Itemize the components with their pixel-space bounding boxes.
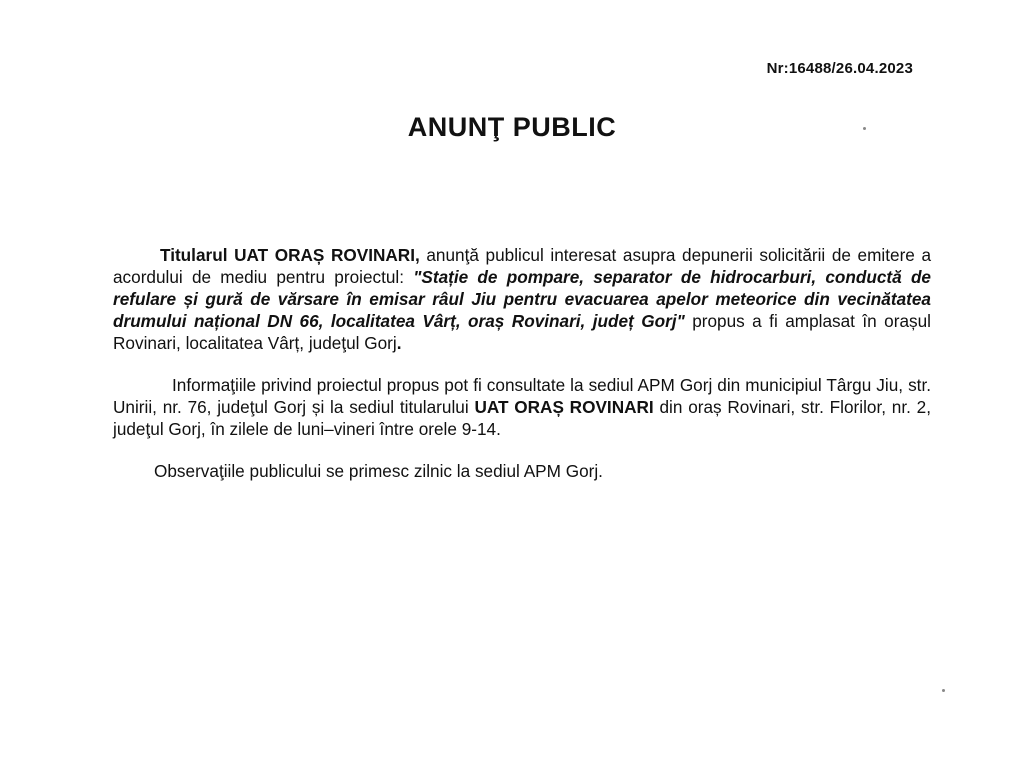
announcement-body — [113, 244, 931, 502]
text-titularul: Titularul — [160, 245, 235, 265]
paragraph-applicant — [113, 244, 931, 354]
scan-speck — [942, 689, 945, 692]
paragraph-consultation — [113, 374, 931, 440]
applicant-name-2: UAT ORAȘ ROVINARI — [474, 397, 654, 417]
scan-speck — [863, 127, 866, 130]
text-period: . — [396, 333, 402, 353]
announcement-number: Nr:16488/26.04.2023 — [766, 60, 913, 77]
project-name: "Stație de pompare, separator de hidrocarburi, conductă de refulare și gură de vărsare în emisar râul Jiu pentru evacuarea apelor meteorice din vecinătatea drumului național DN 66, localitatea Vârț, oraș Rovinari, județ Gorj" — [113, 267, 931, 331]
page-title: ANUNŢ PUBLIC — [407, 112, 617, 142]
text-location: propus a fi amplasat în orașul Rovinari, localitatea Vârț, judeţul Gorj — [113, 311, 931, 353]
paragraph-observations — [113, 460, 931, 482]
text-schedule: din oraș Rovinari, str. Florilor, nr. 2, judeţul Gorj, în zilele de luni–vineri între orele 9-14. — [113, 397, 931, 439]
applicant-name: UAT ORAȘ ROVINARI, — [234, 245, 420, 265]
text-consultation: Informaţiile privind proiectul propus pot fi consultate la sediul APM Gorj din municipiul Târgu Jiu, str. Unirii, nr. 76, judeţul Gorj și la sediul titularului — [113, 375, 931, 417]
text-observations: Observaţiile publicului se primesc zilnic la sediul APM Gorj. — [154, 461, 603, 481]
text-announcement: anunţă publicul interesat asupra depunerii solicitării de emitere a acordului de mediu pentru proiectul: — [113, 245, 932, 287]
